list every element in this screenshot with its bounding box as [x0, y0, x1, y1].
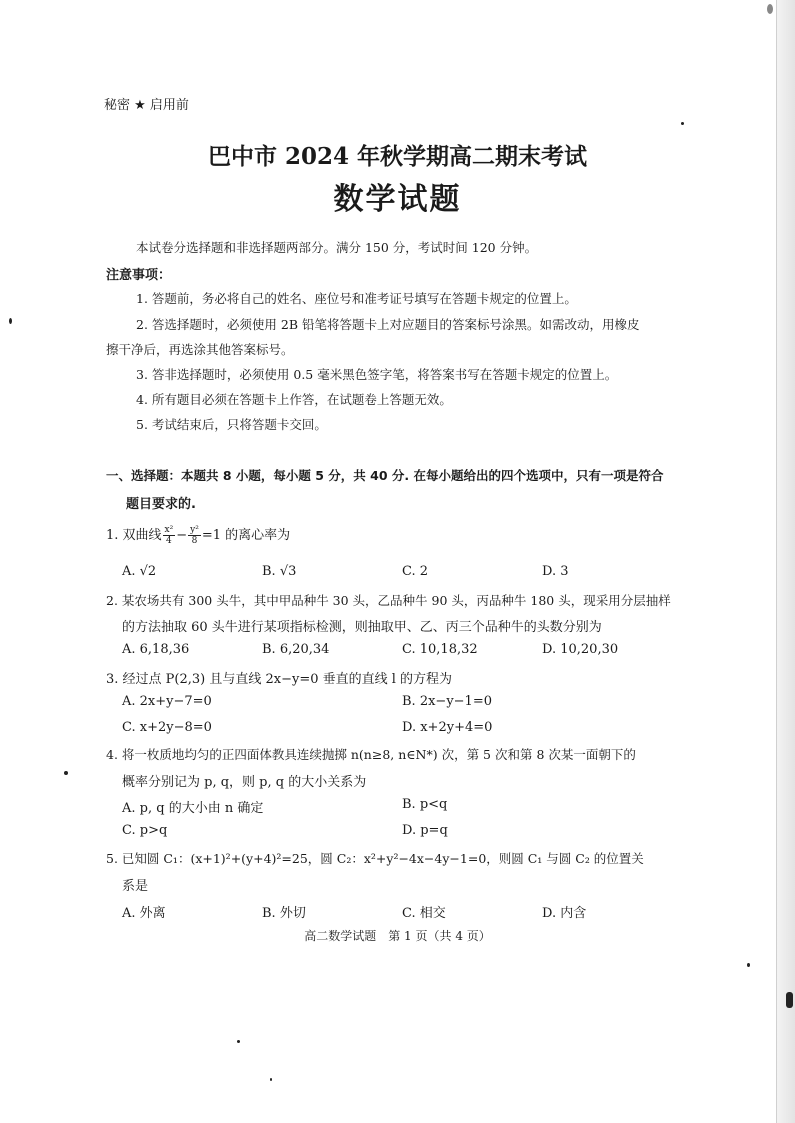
section1-heading-cont: 题目要求的. — [126, 497, 196, 512]
q3-option-a: A. 2x+y−7=0 — [122, 694, 212, 709]
q1-option-b: B. √3 — [262, 564, 297, 579]
fraction-x2-over-4: $\frac{\text{x²}}{4}$ — [164, 525, 174, 546]
notice-item-4: 4. 所有题目必须在答题卡上作答，在试题卷上答题无效。 — [136, 392, 452, 407]
question-4-line2: 概率分别记为 p, q，则 p, q 的大小关系为 — [122, 775, 367, 790]
notice-item-2-cont: 擦干净后，再选涂其他答案标号。 — [106, 342, 294, 357]
q3-option-d: D. x+2y+4=0 — [402, 720, 493, 735]
confidential-mark: 秘密 ★ 启用前 — [104, 98, 189, 113]
notice-item-1: 1. 答题前，务必将自己的姓名、座位号和准考证号填写在答题卡规定的位置上。 — [136, 291, 577, 306]
notice-item-5: 5. 考试结束后，只将答题卡交回。 — [136, 417, 327, 432]
fraction-y2-over-8: $\frac{\text{y²}}{8}$ — [190, 525, 199, 546]
question-2-line1: 2. 某农场共有 300 头牛，其中甲品种牛 30 头，乙品种牛 90 头，丙品种牛 180 头，现采用分层抽样 — [106, 593, 671, 608]
q4-option-a: A. p, q 的大小由 n 确定 — [122, 801, 264, 816]
question-5-line2: 系是 — [122, 879, 149, 894]
page-footer: 高二数学试题 第 1 页（共 4 页） — [304, 929, 491, 943]
question-3: 3. 经过点 P(2,3) 且与直线 2x−y=0 垂直的直线 l 的方程为 — [106, 672, 453, 687]
scan-speck — [270, 1078, 272, 1081]
question-5-line1: 5. 已知圆 C₁：(x+1)²+(y+4)²=25，圆 C₂：x²+y²−4x−4y−1=0，则圆 C₁ 与圆 C₂ 的位置关 — [106, 851, 644, 866]
notice-item-2: 2. 答选择题时，必须使用 2B 铅笔将答题卡上对应题目的答案标号涂黑。如需改动，用橡皮 — [136, 317, 640, 332]
exam-title: 巴中市 2024 年秋学期高二期末考试 — [207, 143, 588, 170]
notice-item-3: 3. 答非选择题时，必须使用 0.5 毫米黑色签字笔，将答案书写在答题卡规定的位置上。 — [136, 367, 618, 382]
intro-text: 本试卷分选择题和非选择题两部分。满分 150 分，考试时间 120 分钟。 — [136, 240, 538, 255]
q1-option-a: A. √2 — [122, 564, 157, 579]
notice-heading: 注意事项： — [106, 268, 172, 283]
q2-option-d: D. 10,20,30 — [542, 642, 619, 657]
q5-option-b: B. 外切 — [262, 906, 306, 921]
section1-heading: 一、选择题：本题共 8 小题，每小题 5 分，共 40 分. 在每小题给出的四个选项中，只有一项是符合 — [106, 468, 664, 483]
scan-speck — [64, 771, 68, 775]
scan-speck — [9, 318, 12, 324]
q5-option-a: A. 外离 — [122, 906, 166, 921]
question-1: 1. 双曲线 $\frac{\text{x²}}{4}$ − $\frac{\text{y²}}{8}$ =1 的离心率为 — [106, 525, 291, 546]
subject-title: 数学试题 — [333, 182, 462, 217]
q2-option-c: C. 10,18,32 — [402, 642, 478, 657]
question-2-line2: 的方法抽取 60 头牛进行某项指标检测，则抽取甲、乙、丙三个品种牛的头数分别为 — [122, 620, 602, 635]
q4-option-b: B. p<q — [402, 797, 448, 812]
q3-option-c: C. x+2y−8=0 — [122, 720, 212, 735]
scan-speck — [681, 122, 684, 125]
q5-option-c: C. 相交 — [402, 906, 446, 921]
q2-option-b: B. 6,20,34 — [262, 642, 330, 657]
q3-option-b: B. 2x−y−1=0 — [402, 694, 492, 709]
scan-speck — [237, 1040, 240, 1043]
q1-option-c: C. 2 — [402, 564, 429, 579]
q1-option-d: D. 3 — [542, 564, 569, 579]
scan-speck — [786, 992, 793, 1008]
q2-option-a: A. 6,18,36 — [122, 642, 190, 657]
q4-option-d: D. p=q — [402, 823, 448, 838]
scan-speck — [767, 4, 773, 14]
scan-speck — [747, 963, 750, 967]
question-4-line1: 4. 将一枚质地均匀的正四面体教具连续抛掷 n(n≥8, n∈N*) 次，第 5 次和第 8 次某一面朝下的 — [106, 747, 636, 762]
q5-option-d: D. 内含 — [542, 906, 587, 921]
q4-option-c: C. p>q — [122, 823, 168, 838]
